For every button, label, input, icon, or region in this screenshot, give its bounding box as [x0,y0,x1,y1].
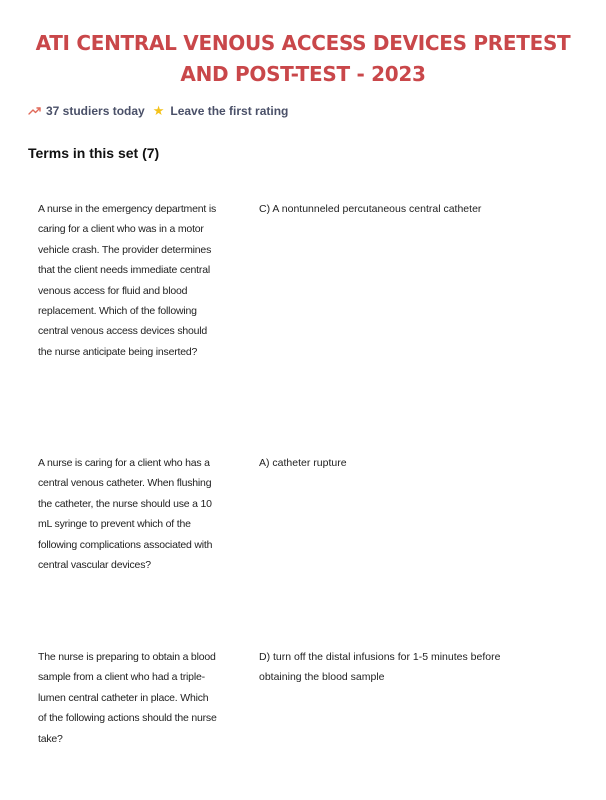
term-answer: C) A nontunneled percutaneous central catheter [259,203,482,215]
term-card[interactable] [28,199,578,409]
term-question: A nurse is caring for a client who has a central venous catheter. When flushing the catheter, the nurse should use a 10 mL syringe to prevent which of the following complications associated with central vascular devices? [38,457,213,572]
trending-up-icon [28,106,41,116]
studiers-count: 37 studiers today [46,104,145,118]
set-meta-bar [28,103,288,119]
star-icon: ★ [152,103,165,118]
term-question: A nurse in the emergency department is caring for a client who was in a motor vehicle crash. The provider determines that the client needs immediate central venous access for fluid and blood replacement. Which of the following central venous access devices should the nurse anticipate being inserted? [38,203,217,358]
term-card[interactable] [28,453,578,603]
leave-rating-link[interactable]: Leave the first rating [170,104,289,118]
term-question: The nurse is preparing to obtain a blood sample from a client who had a triple- lumen central catheter in place. Which of the following actions should the nurse take? [38,651,217,745]
term-answer: A) catheter rupture [259,457,347,469]
title-line-2: AND POST-TEST - 2023 [180,62,426,86]
page-title [0,28,606,90]
title-line-1: ATI CENTRAL VENOUS ACCESS DEVICES PRETEST [35,31,571,55]
term-answer: D) turn off the distal infusions for 1-5 minutes before obtaining the blood sample [259,651,501,684]
term-card[interactable] [28,647,578,757]
terms-heading: Terms in this set (7) [28,145,160,161]
